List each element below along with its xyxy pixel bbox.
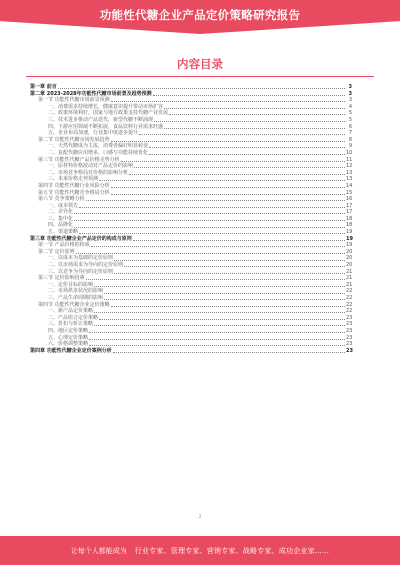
toc-leader-dots — [91, 246, 345, 247]
toc-entry-title: 第一章 前言 — [30, 84, 57, 90]
toc-entry-page: 23 — [346, 347, 353, 354]
toc-entry-page: 5 — [348, 116, 352, 123]
toc-entry[interactable] — [30, 229, 352, 236]
toc-entry[interactable] — [30, 348, 352, 355]
toc-leader-dots — [113, 352, 345, 353]
toc-entry-title: 一、成本领先 — [48, 202, 79, 209]
toc-entry-page: 6 — [348, 123, 352, 130]
toc-entry-page: 3 — [348, 90, 352, 97]
toc-entry-title: 一、以成本为基础的定价原则 — [48, 255, 114, 262]
toc-entry-page: 18 — [346, 222, 353, 229]
toc-leader-dots — [94, 325, 345, 326]
toc-entry-title: 三、产品生命周期的影响 — [48, 295, 104, 301]
toc-entry-title: 三、折扣与折让策略 — [48, 321, 94, 328]
toc-entry-title: 第三节 定价影响因素 — [38, 275, 85, 282]
toc-entry-title: 六、价格调整策略 — [48, 341, 89, 348]
toc-leader-dots — [111, 306, 345, 307]
report-title: 功能性代糖企业产品定价策略研究报告 — [99, 8, 301, 22]
toc-leader-dots — [94, 312, 345, 313]
toc-entry[interactable] — [30, 97, 352, 104]
toc-entry-page: 20 — [346, 248, 353, 255]
toc-leader-dots — [94, 286, 345, 287]
toc-leader-dots — [114, 273, 345, 274]
toc-entry-title: 二、产品组合定价策略 — [48, 314, 99, 321]
toc-entry[interactable] — [30, 143, 352, 150]
toc-entry[interactable] — [30, 295, 352, 302]
toc-leader-dots — [74, 213, 345, 214]
toc-entry-page: 13 — [346, 169, 353, 176]
toc-entry[interactable] — [30, 328, 352, 335]
toc-entry-title: 二、市场竞争格局对价格的影响分析 — [48, 169, 129, 176]
toc-entry-page: 19 — [346, 229, 353, 236]
toc-entry-page: 20 — [346, 255, 353, 262]
toc-leader-dots — [74, 227, 345, 228]
toc-entry-page: 22 — [346, 308, 353, 315]
toc-entry-title: 第二章 2023-2028年功能性代糖市场前景及趋势预测 — [30, 90, 152, 97]
toc-entry-title: 三、集中化 — [48, 215, 74, 222]
toc-leader-dots — [74, 220, 345, 221]
toc-leader-dots — [111, 101, 345, 102]
toc-leader-dots — [164, 128, 345, 129]
toc-leader-dots — [129, 174, 345, 175]
toc-entry-title: 二、以市场需求为导向的定价原则 — [48, 262, 124, 269]
toc-leader-dots — [89, 339, 345, 340]
toc-entry-page: 21 — [346, 268, 353, 275]
toc-entry-title: 五、渠道策略 — [48, 229, 79, 236]
toc-leader-dots — [111, 141, 345, 142]
toc-entry-page: 20 — [346, 262, 353, 269]
toc-leader-dots — [89, 332, 345, 333]
toc-entry-title: 一、原材料价格波动对产品定价的影响 — [48, 163, 134, 170]
toc-leader-dots — [169, 114, 345, 115]
toc-entry-page: 23 — [346, 327, 353, 334]
toc-entry[interactable] — [30, 183, 352, 190]
toc-entry-title: 二、复配代糖应用增多，口感与功能持续优化 — [48, 149, 149, 156]
toc-entry-title: 第六节 竞争策略分析 — [38, 196, 85, 203]
toc-leader-dots — [89, 345, 345, 346]
toc-leader-dots — [153, 95, 345, 96]
toc-entry-title: 第五节 功能性代糖竞争格局分析 — [38, 189, 110, 196]
toc-entry-title: 二、市场供求状况的影响 — [48, 288, 104, 295]
toc-leader-dots — [86, 200, 345, 201]
toc-entry-page: 22 — [346, 295, 353, 301]
toc-leader-dots — [111, 187, 345, 188]
toc-entry-title: 第一节 产品价格的构成 — [38, 242, 90, 249]
toc-entry[interactable] — [30, 321, 352, 328]
toc-entry[interactable] — [30, 110, 352, 117]
toc-entry-title: 三、以竞争为导向的定价原则 — [48, 268, 114, 275]
toc-entry-page: 21 — [346, 275, 353, 282]
toc-entry-page: 9 — [348, 143, 352, 150]
toc-entry-page: 22 — [346, 288, 353, 295]
toc-entry-title: 一、消费需求持续增长，健康意识提升带动市场扩容 — [48, 103, 164, 110]
toc-leader-dots — [99, 319, 345, 320]
toc-entry[interactable] — [30, 308, 352, 315]
toc-leader-dots — [134, 167, 345, 168]
toc-leader-dots — [121, 161, 345, 162]
toc-entry[interactable] — [30, 163, 352, 170]
toc-entry-title: 第二节 定价原则 — [38, 248, 75, 255]
toc-entry[interactable] — [30, 222, 352, 229]
toc-entry[interactable] — [30, 262, 352, 269]
footer-slogan: 让每个人都能成为 — [70, 546, 127, 555]
toc-entry-page: 11 — [346, 156, 353, 163]
toc-entry-title: 第一节 功能性代糖市场前景预测 — [38, 97, 110, 104]
toc-entry-page: 23 — [346, 341, 353, 348]
table-of-contents — [30, 84, 352, 354]
toc-leader-dots — [164, 108, 345, 109]
toc-leader-dots — [86, 279, 345, 280]
toc-leader-dots — [104, 293, 345, 294]
toc-leader-dots — [76, 253, 345, 254]
toc-entry-page: 5 — [348, 110, 352, 117]
toc-leader-dots — [58, 88, 345, 89]
toc-entry[interactable] — [30, 203, 352, 210]
toc-entry-page: 10 — [346, 149, 353, 156]
toc-entry-title: 第三章 功能性代糖企业产品定价的构成与原则 — [30, 235, 132, 242]
toc-entry-title: 一、定价目标的影响 — [48, 281, 94, 288]
toc-entry-title: 一、天然代糖成为主流，消费者偏好明显转变 — [48, 143, 149, 150]
toc-entry-page: 21 — [346, 281, 353, 288]
toc-leader-dots — [111, 194, 345, 195]
toc-entry-page: 12 — [346, 163, 353, 170]
toc-leader-dots — [154, 121, 345, 122]
toc-entry[interactable] — [30, 130, 352, 137]
toc-entry-page: 22 — [346, 301, 353, 308]
toc-entry-page: 17 — [346, 202, 353, 209]
toc-entry[interactable] — [30, 275, 352, 282]
toc-leader-dots — [139, 134, 345, 135]
toc-entry-title: 第二节 功能性代糖市场发展趋势 — [38, 136, 110, 143]
toc-entry-page: 19 — [346, 242, 353, 249]
toc-leader-dots — [149, 147, 345, 148]
toc-entry-title: 二、差异化 — [48, 209, 74, 216]
toc-entry-page: 23 — [346, 334, 353, 341]
toc-entry-page: 3 — [348, 97, 352, 104]
toc-entry-page: 23 — [346, 314, 353, 321]
toc-entry-title: 第四章 功能性代糖企业定价案例分析 — [30, 347, 112, 354]
toc-entry[interactable] — [30, 84, 352, 91]
toc-entry-page: 23 — [346, 321, 353, 328]
toc-entry-title: 五、心理定价策略 — [48, 334, 89, 341]
toc-divider — [26, 76, 374, 77]
toc-entry-page: 18 — [346, 215, 353, 222]
toc-entry-title: 五、企业布局加速，行业集中度逐步提升 — [48, 130, 139, 137]
toc-entry-title: 三、未来价格走势预测 — [48, 176, 99, 183]
toc-entry-page: 3 — [348, 84, 352, 90]
toc-entry[interactable] — [30, 242, 352, 249]
toc-entry-page: 15 — [346, 189, 353, 196]
toc-entry-title: 第四节 功能性代糖企业定价策略 — [38, 301, 110, 308]
toc-entry[interactable] — [30, 176, 352, 183]
footer-roles: 行业专家、管理专家、营销专家、战略专家、成功企业家…… — [134, 546, 330, 555]
toc-leader-dots — [149, 154, 345, 155]
toc-entry[interactable] — [30, 288, 352, 295]
toc-entry-page: 8 — [348, 136, 352, 143]
page-number: 2 — [198, 514, 202, 519]
toc-entry-page: 7 — [348, 130, 352, 137]
toc-entry-title: 第三节 功能性代糖产品价格走势分析 — [38, 156, 120, 163]
toc-entry-title: 四、品牌化 — [48, 222, 74, 229]
toc-entry-title: 三、技术进步推动产品迭代，新型代糖不断涌现 — [48, 116, 154, 123]
toc-entry-title: 二、政策环境利好，国家与地方政策支持代糖产业发展 — [48, 110, 169, 117]
toc-heading: 内容目录 — [177, 57, 223, 71]
toc-entry[interactable] — [30, 117, 352, 124]
toc-entry-title: 第四节 功能性代糖行业风险分析 — [38, 182, 110, 189]
toc-leader-dots — [133, 240, 345, 241]
toc-leader-dots — [124, 266, 345, 267]
toc-leader-dots — [79, 207, 345, 208]
toc-entry-page: 13 — [346, 176, 353, 183]
toc-entry-page: 4 — [348, 103, 352, 110]
toc-leader-dots — [99, 180, 345, 181]
toc-entry[interactable] — [30, 196, 352, 203]
toc-entry[interactable] — [30, 209, 352, 216]
toc-entry-title: 四、下游应用领域不断拓展，食品饮料行业需求旺盛 — [48, 123, 164, 130]
toc-leader-dots — [114, 260, 345, 261]
toc-entry[interactable] — [30, 341, 352, 348]
toc-entry[interactable] — [30, 150, 352, 157]
toc-entry[interactable] — [30, 216, 352, 223]
toc-leader-dots — [104, 299, 345, 300]
toc-entry-page: 16 — [346, 196, 353, 203]
toc-entry-page: 14 — [346, 182, 353, 189]
toc-leader-dots — [79, 233, 345, 234]
toc-entry-page: 17 — [346, 209, 353, 216]
toc-entry-page: 19 — [346, 235, 353, 242]
footer-banner — [0, 536, 400, 565]
toc-entry-title: 一、新产品定价策略 — [48, 308, 94, 315]
toc-entry-title: 四、地区定价策略 — [48, 327, 89, 334]
